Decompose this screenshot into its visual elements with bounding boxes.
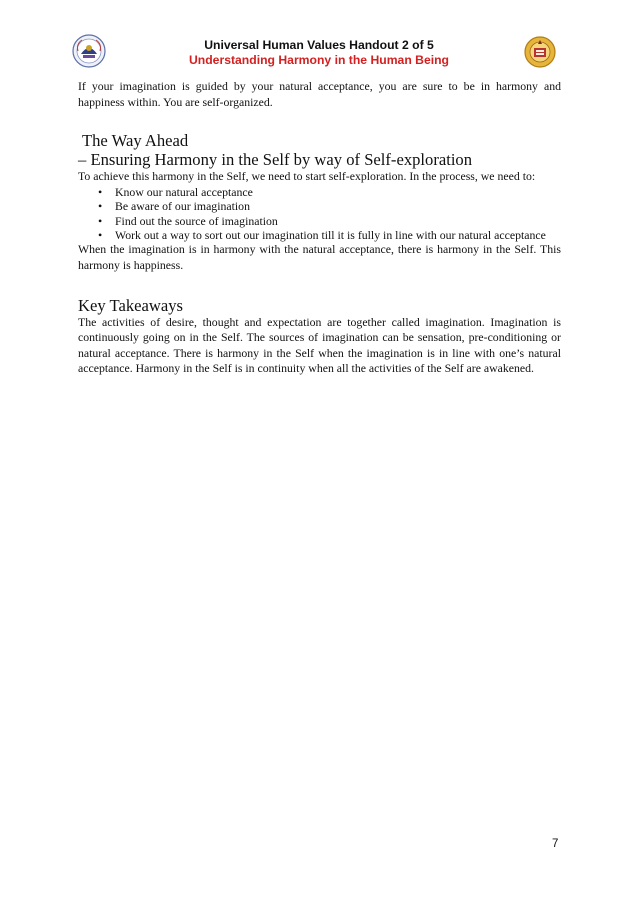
way-ahead-subtitle: – Ensuring Harmony in the Self by way of Self-exploration — [78, 150, 473, 170]
way-ahead-lead: To achieve this harmony in the Self, we need to start self-exploration. In the process, we need to: — [78, 169, 536, 184]
intro-paragraph: If your imagination is guided by your natural acceptance, you are sure to be in harmony and happiness within. You are self-organized. — [78, 79, 561, 109]
handout-title: Universal Human Values Handout 2 of 5 — [204, 38, 434, 52]
key-takeaways-text: The activities of desire, thought and expectation are together called imagination. Imagination is continuously going on in the Self. The sources of imagination can be sensation, pre-conditioning or natural acceptance. There is harmony in the Self when the imagination is in line with one’s natural acceptance. Harmony in the Self is in continuity when all the activities of the Self are awakened. — [78, 314, 561, 376]
handout-subtitle: Understanding Harmony in the Human Being — [188, 53, 450, 67]
university-seal-icon — [72, 34, 106, 68]
self-exploration-list — [78, 185, 561, 243]
document-body — [78, 79, 561, 377]
page-number: 7 — [552, 838, 559, 850]
list-item: • Be aware of our imagination — [78, 199, 561, 213]
institute-emblem-icon — [524, 36, 556, 68]
list-item: • Work out a way to sort out our imagination till it is fully in line with our natural acceptance — [78, 228, 561, 242]
list-item: • Find out the source of imagination — [78, 214, 561, 228]
key-takeaways-title: Key Takeaways — [78, 295, 183, 315]
list-item: • Know our natural acceptance — [78, 185, 561, 199]
way-ahead-conclusion: When the imagination is in harmony with the natural acceptance, there is harmony in the Self. This harmony is happiness. — [78, 242, 561, 272]
way-ahead-title: The Way Ahead — [82, 131, 189, 151]
page-header — [120, 38, 518, 68]
